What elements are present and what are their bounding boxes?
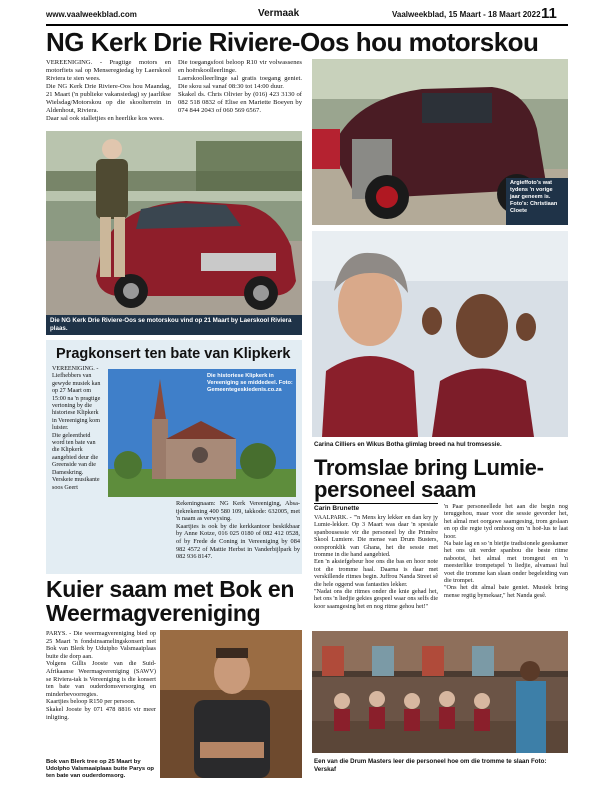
- main-story-col1: VEREENIGING. - Pragtige motors en motorfiets sal op Menseregtedag by Laerskool Riviera te sien wees. Die NG Kerk Drie Riviere-Oos hou Maandag, 21 Maart ('n publieke vakansiedag) sy jaarlikse Wielsdag/Motorskou op die skoolterrein in Aldenhout, Riviera. Daar sal ook stalletjies en heerlike kos wees.: [46, 59, 171, 122]
- bok-title: Kuier saam met Bok en Weermagvereniging: [46, 576, 295, 626]
- two-teachers-smiling-photo: [312, 231, 568, 437]
- drum-session-photo: [312, 631, 568, 753]
- issue-date: Vaalweekblad, 15 Maart - 18 Maart 2022: [392, 10, 541, 19]
- archive-photo-caption: Argieffoto's wat tydens 'n vorige jaar geneem is. Foto's: Christiaan Cloete: [506, 178, 568, 225]
- drum-byline: Carin Brunette: [314, 505, 360, 512]
- drum-photo-caption: Een van die Drum Masters leer die personeel hoe om die tromme te slaan Foto: Verskaf: [314, 758, 547, 773]
- klipkerk-col2: Rekeningnaam: NG Kerk Vereeniging, Absa-tjekrekening 400 580 109, takkode: 632005, met 'n naam as verwysing. Kaartjies is ook by die kerkkantoor beskikbaar by Anne Kotze, 016 025 0180 of 082 412 0528, of by Frede de Coning in Vereeniging by 084 982 4572 of Mattie Herbst in Vanderbijlpark by 082 936 8147.: [176, 500, 300, 561]
- main-headline: NG Kerk Drie Riviere-Oos hou motorskou: [46, 27, 539, 57]
- page-number: 11: [541, 5, 557, 22]
- drum-title: Tromslae bring Lumie-personeel saam: [314, 455, 544, 502]
- man-with-red-car-photo: [46, 131, 302, 315]
- bok-photo-caption: Bok van Blerk tree op 25 Maart by Udolpho Valsmaaiplaas buite Parys op ten bate van ouderdomsorg.: [46, 759, 155, 780]
- bok-text: PARYS. - Die weermagvereniging bied op 25 Maart 'n fondsinsamelingskonsert met Bok van Blerk by Uduipho Valsmaaiplaas buite die dorp aan. Volgens Gillis Jooste van die Suid-Afrikaanse Weermagvereniging (SAWV) se Riviera-tak is Vereeniging is die konsert ten bate van ouderdomsversorging en minderbevoorregtes. Kaartjies beloop R150 per persoon. Skakel Jooste by 071 478 8816 vir meer inligting.: [46, 630, 156, 721]
- header-rule: [46, 24, 568, 26]
- site-url: www.vaalweekblad.com: [46, 10, 137, 19]
- bok-van-blerk-photo: [160, 630, 302, 778]
- teachers-photo-caption: Carina Cilliers en Wikus Botha glimlag breed na hul tromsessie.: [314, 441, 502, 448]
- drum-col1: VAALPARK. - "'n Mens kry lekker en dan kry jy Lumie-lekker. Op 3 Maart was daar 'n spesiale spanbousessie vir die personeel by die Primêre Skool Lumiere. Die mense van Drum Busters, oorspronklik van Ghana, het die sessie met tromme in die hand aangebied. Een 'n aksiefgebeur hoe ons die bas en hoor note tot die tromme haal. Daarna is daar met verskillende ritmes begin. Juffrou Nanda Street sê die hele oggend was fantasties lekker. "Nadat ons die ritmes onder die knie gehad het, het ons 'n liedjie gekies gespeel waar ons selfs die koor saamgesing het en nog ritme gehou het!": [314, 514, 438, 610]
- byline-rule: [314, 503, 438, 504]
- section-label: Vermaak: [258, 8, 300, 19]
- klipkerk-title: Pragkonsert ten bate van Klipkerk: [56, 346, 291, 362]
- drum-col2: 'n Paar personeellede het aan die begin nog teruggehou, maar voor die sessie gevorder het, het almal met oorgawe saamgesing, trom geslaan en op die regte tyd omhoog om 'n hoë-lus te laat hoor. Na baie lag en so 'n bietjie tradisionele geeskamer het ons uit verder spanbou die beste ritme nabootst, het almal met tromgeut en 'n meesterlike trompetspel 'n liedjie, alvamasi hul voet die tromme kan slaan onder begeleiding van die trompet. "Ons het dit almal baie geniet. Musiek bring mense regtig bymekaar," het Nanda gesê.: [444, 503, 568, 599]
- klipkerk-col1: VEREENIGING. - Liefhebbers van gewyde musiek kan op 27 Maart om 15:00 na 'n pragtige vertoning by die historiese Klipkerk in Vereeniging kom luister. Die geleentheid word ten bate van die Klipkerk aangebied deur die Greenside van die Dameskring. Verskeie musikante soos Geert: [52, 366, 101, 491]
- main-photo-caption: Die NG Kerk Drie Riviere-Oos se motorskou vind op 21 Maart by Laerskool Riviera plaas.: [46, 315, 302, 335]
- main-story-col2: Die toegangsfooi beloop R10 vir volwassenes en hoërskoolleerlinge. Laerskoolleerlinge sal gratis toegang geniet. Die skou sal vanaf 08:30 tot 14:00 duur. Skakel ds. Chris Olivier by (016) 423 3130 of 082 518 0832 of Elise en Mariette Boeyen by 074 844 2043 of 060 569 6567.: [178, 59, 302, 114]
- klipkerk-photo-caption: Die historiese Klipkerk in Vereeniging se middedeel. Foto: Gemeentegeskiedenis.co.za: [207, 373, 293, 393]
